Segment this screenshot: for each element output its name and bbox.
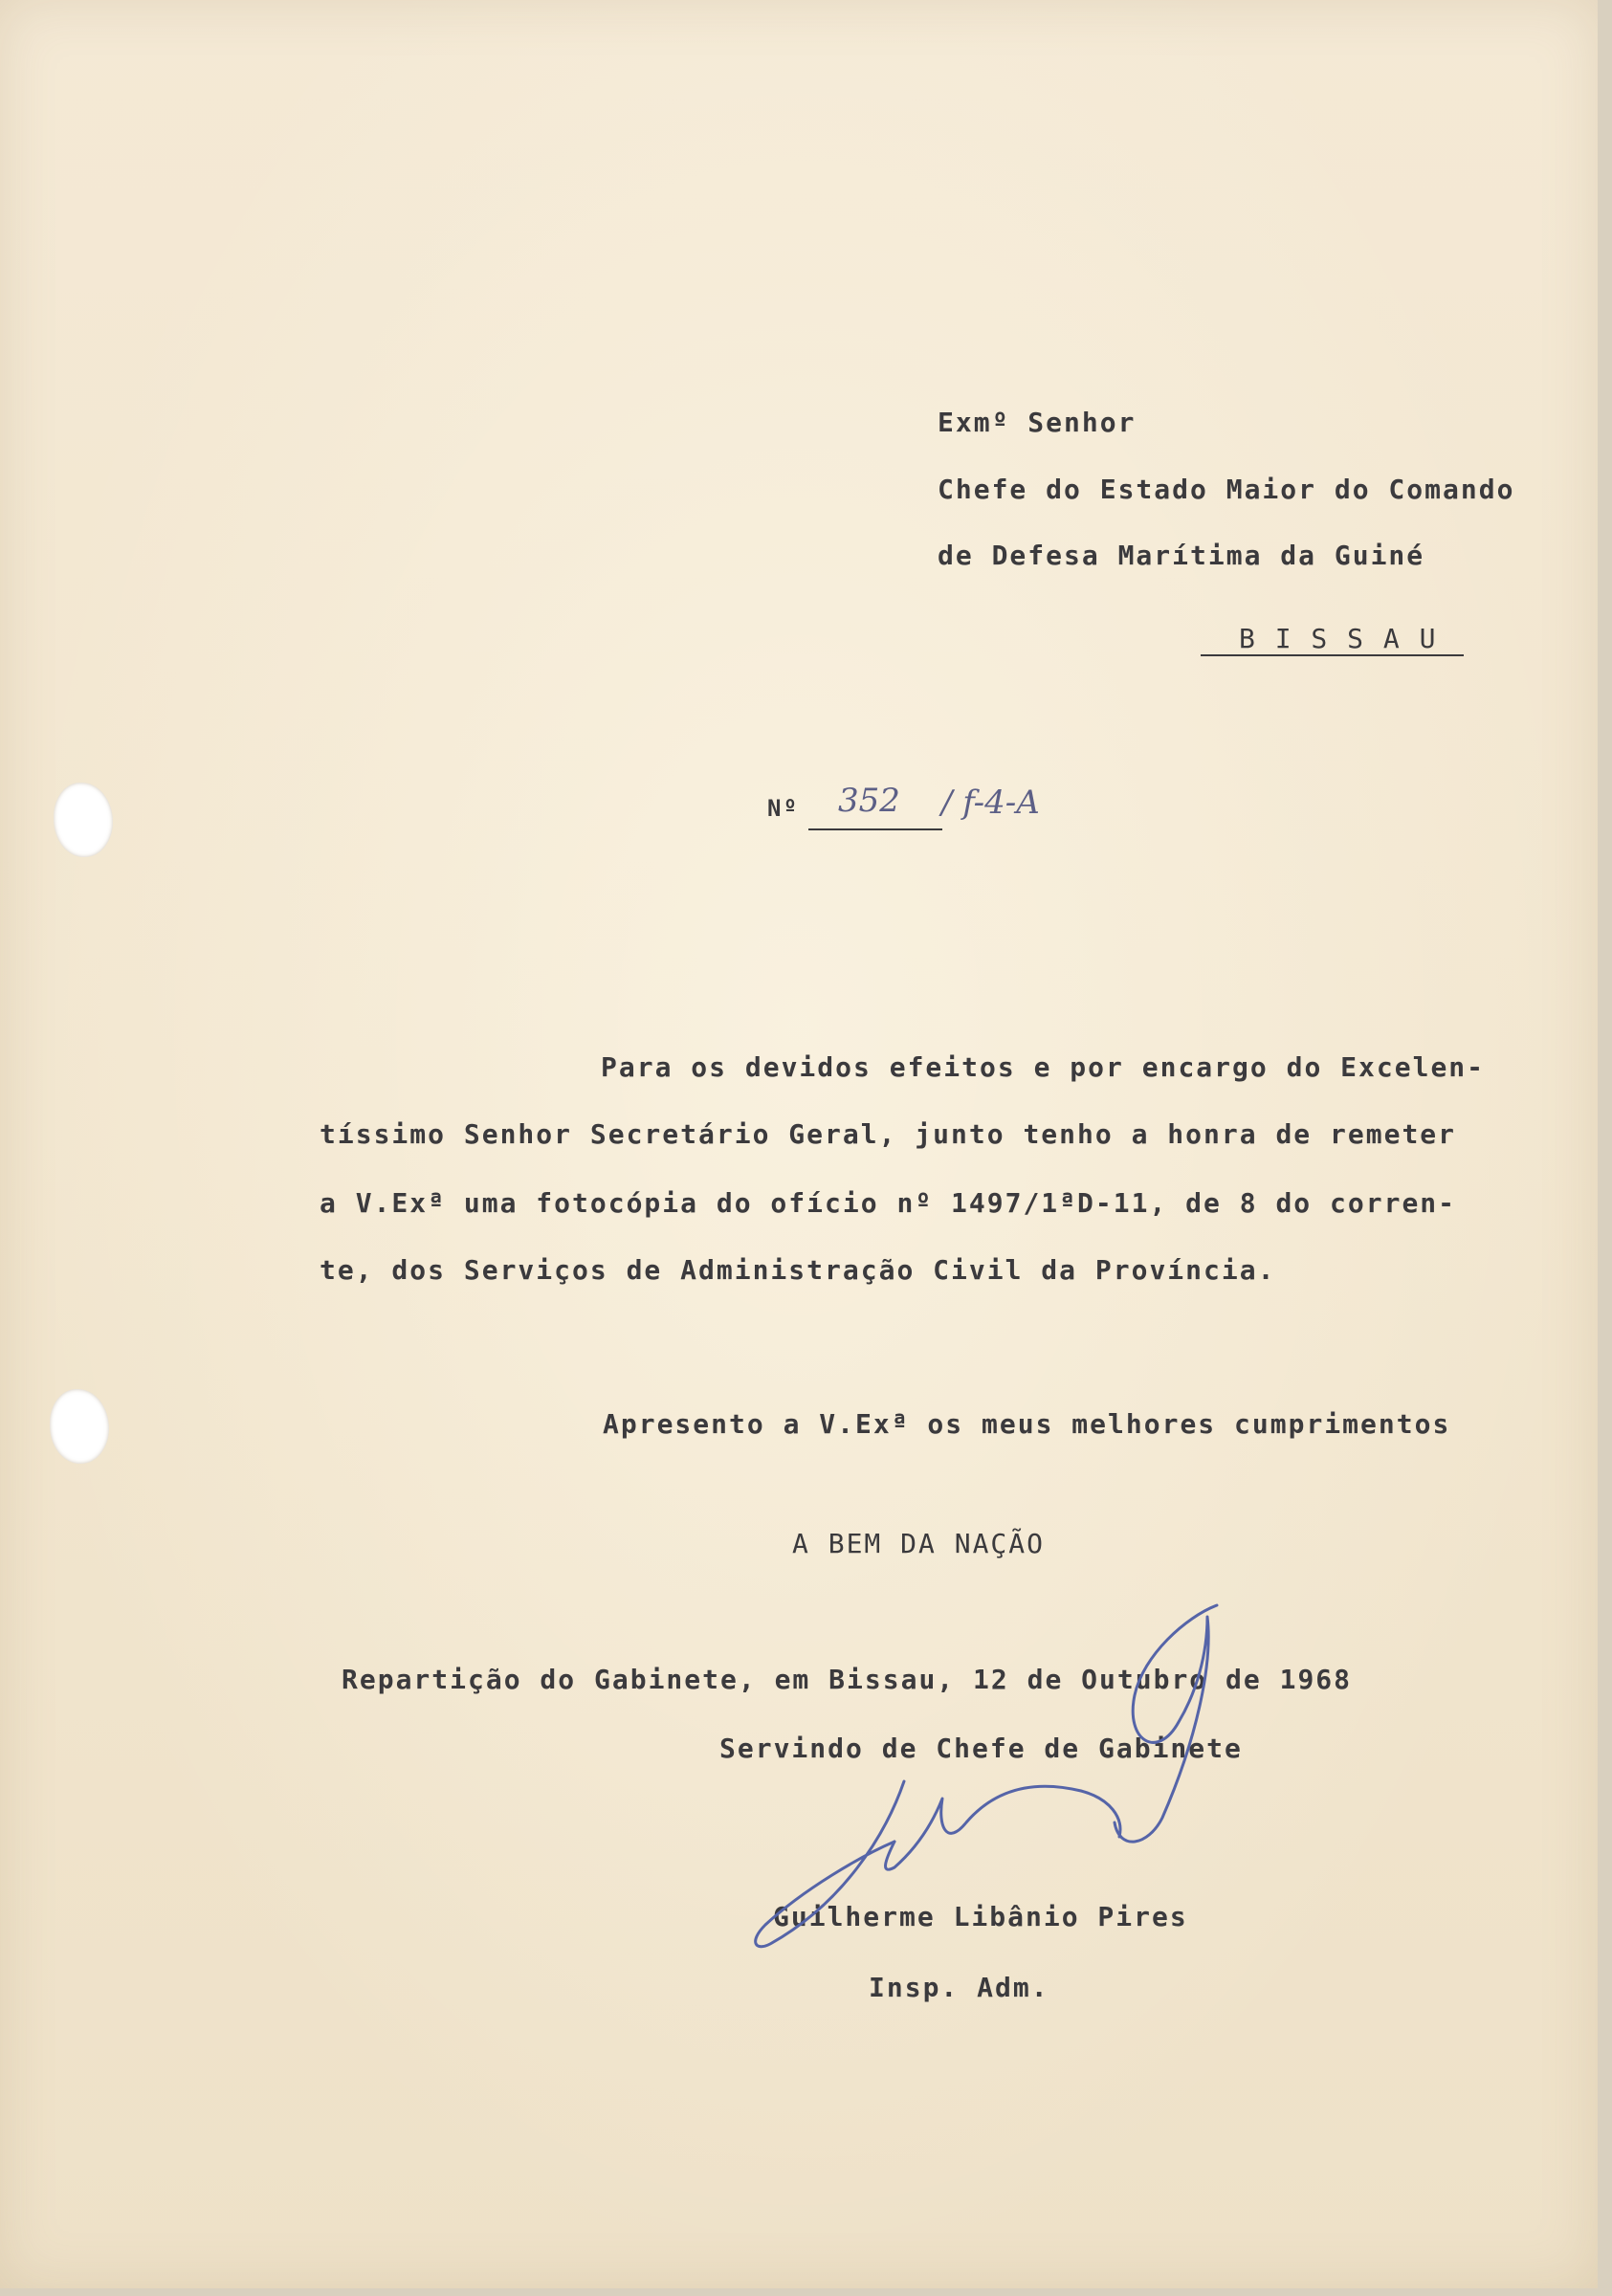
body-line-4: te, dos Serviços de Administração Civil da Província. — [320, 1254, 1276, 1286]
motto: A BEM DA NAÇÃO — [792, 1528, 1046, 1559]
reference-code: / f-4-A — [941, 784, 1040, 822]
addressee-city: B I S S A U — [1239, 623, 1438, 654]
place-date: Repartição do Gabinete, em Bissau, 12 de Outubro de 1968 — [342, 1664, 1353, 1695]
reference-label: Nº — [767, 795, 799, 822]
reference-number: 352 — [838, 782, 900, 820]
addressee-salutation: Exmº Senhor — [938, 407, 1137, 438]
signatory-name: Guilherme Libânio Pires — [773, 1901, 1188, 1932]
body-line-1: Para os devidos efeitos e por encargo do Excelen- — [601, 1051, 1486, 1083]
addressee-command: de Defesa Marítima da Guiné — [938, 540, 1425, 571]
addressee-office: Chefe do Estado Maior do Comando — [938, 474, 1515, 505]
signatory-title: Insp. Adm. — [869, 1972, 1049, 2003]
greeting: Apresento a V.Exª os meus melhores cumprimentos — [603, 1408, 1451, 1440]
body-line-2: tíssimo Senhor Secretário Geral, junto tenho a honra de remeter — [320, 1118, 1457, 1150]
signatory-role: Servindo de Chefe de Gabinete — [719, 1733, 1243, 1764]
body-line-3: a V.Exª uma fotocópia do ofício nº 1497/1ªD-11, de 8 do corren- — [320, 1187, 1457, 1219]
